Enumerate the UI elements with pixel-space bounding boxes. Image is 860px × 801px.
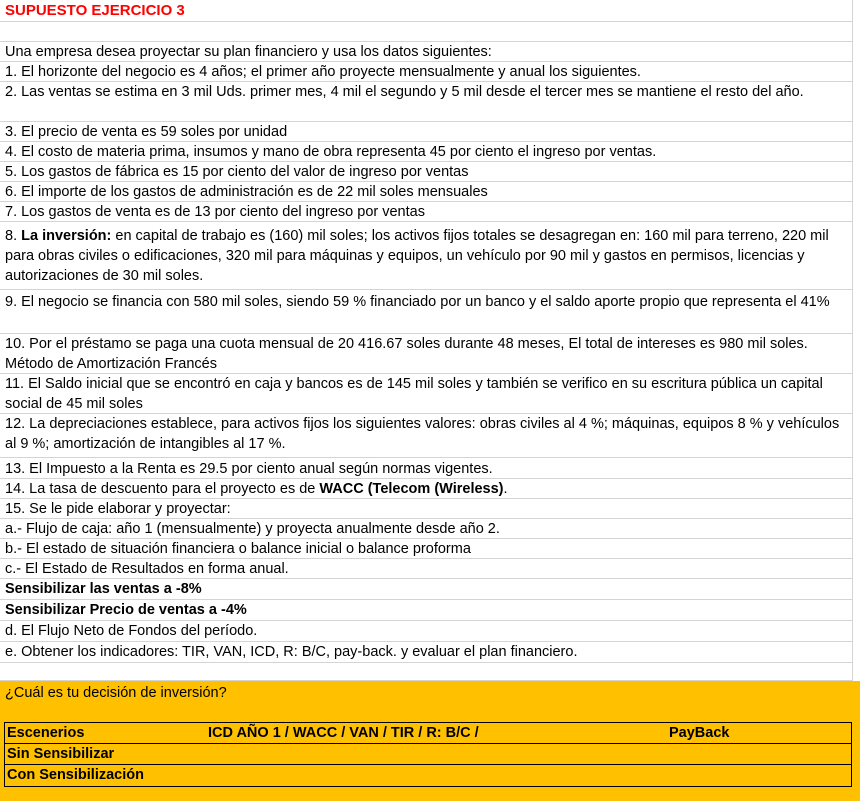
- intro-text: Una empresa desea proyectar su plan financiero y usa los datos siguientes:: [5, 44, 492, 60]
- item-a-text: a.- Flujo de caja: año 1 (mensualmente) y proyecta anualmente desde año 2.: [5, 521, 500, 537]
- cell-item-4[interactable]: [0, 142, 852, 162]
- cell-item-1[interactable]: [0, 62, 852, 82]
- item-10-text: 10. Por el préstamo se paga una cuota mensual de 20 416.67 soles durante 48 meses, El total de intereses es 980 mil soles. Método de Amortización Francés: [5, 336, 808, 372]
- item-11-text: 11. El Saldo inicial que se encontró en caja y bancos es de 145 mil soles y también se verifico en su escritura pública un capital social de 45 mil soles: [5, 376, 823, 412]
- row-sin-sensibilizar: Sin Sensibilizar: [7, 746, 115, 762]
- table-row[interactable]: [5, 744, 851, 765]
- cell-sensitivity-price[interactable]: [0, 600, 852, 621]
- item-1-text: 1. El horizonte del negocio es 4 años; el primer año proyecte mensualmente y anual los siguientes.: [5, 64, 641, 80]
- item-8-text: en capital de trabajo es (160) mil soles; los activos fijos totales se desagregan en: 160 mil para terreno, 220 mil para obras civiles o edificaciones, 320 mil para máquinas y equipos, un vehículo por 90 mil y gastos en permisos, licencias y autorizaciones de 30 mil soles.: [5, 228, 829, 284]
- cell-item-9[interactable]: [0, 292, 852, 334]
- header-payback[interactable]: PayBack: [669, 725, 730, 741]
- cell-item-10[interactable]: [0, 334, 852, 374]
- item-3-text: 3. El precio de venta es 59 soles por unidad: [5, 124, 288, 140]
- table-row[interactable]: [5, 765, 851, 786]
- item-e-text: e. Obtener los indicadores: TIR, VAN, ICD, R: B/C, pay-back. y evaluar el plan financiero.: [5, 644, 578, 660]
- cell-item-11[interactable]: [0, 374, 852, 414]
- cell-sensitivity-sales[interactable]: [0, 579, 852, 600]
- item-7-text: 7. Los gastos de venta es de 13 por ciento del ingreso por ventas: [5, 204, 425, 220]
- header-indicators[interactable]: ICD AÑO 1 / WACC / VAN / TIR / R: B/C /: [208, 725, 479, 741]
- header-scenarios[interactable]: Escenerios: [7, 725, 85, 741]
- cell-item-8[interactable]: [0, 226, 852, 290]
- cell-item-5[interactable]: [0, 162, 852, 182]
- decision-question[interactable]: ¿Cuál es tu decisión de inversión?: [5, 685, 227, 701]
- item-d-text: d. El Flujo Neto de Fondos del período.: [5, 623, 258, 639]
- item-4-text: 4. El costo de materia prima, insumos y mano de obra representa 45 por ciento el ingreso por ventas.: [5, 144, 657, 160]
- item-12-text: 12. La depreciaciones establece, para activos fijos los siguientes valores: obras civiles al 4 %; máquinas, equipos 8 % y vehículos al 9 %; amortización de intangibles al 17 %.: [5, 416, 840, 452]
- cell-title[interactable]: [0, 0, 852, 22]
- cell-empty[interactable]: [0, 663, 852, 681]
- sensitivity-sales-text: Sensibilizar las ventas a -8%: [5, 581, 202, 597]
- item-14-suffix: .: [503, 481, 508, 497]
- cell-item-6[interactable]: [0, 182, 852, 202]
- item-5-text: 5. Los gastos de fábrica es 15 por ciento del valor de ingreso por ventas: [5, 164, 469, 180]
- cell-intro[interactable]: [0, 42, 852, 62]
- item-14-prefix: 14. La tasa de descuento para el proyecto es de: [5, 481, 320, 497]
- item-8-bold: La inversión:: [21, 228, 112, 244]
- cell-item-d[interactable]: [0, 621, 852, 642]
- item-15-text: 15. Se le pide elaborar y proyectar:: [5, 501, 231, 517]
- decision-table: [4, 722, 852, 787]
- row-con-sensibilizacion: Con Sensibilización: [7, 767, 144, 783]
- cell-item-14[interactable]: [0, 479, 852, 499]
- item-6-text: 6. El importe de los gastos de administración es de 22 mil soles mensuales: [5, 184, 488, 200]
- decision-table-header: [5, 723, 851, 744]
- item-b-text: b.- El estado de situación financiera o balance inicial o balance proforma: [5, 541, 471, 557]
- column-gridline: [852, 0, 853, 681]
- item-2-text: 2. Las ventas se estima en 3 mil Uds. primer mes, 4 mil el segundo y 5 mil desde el tercer mes se mantiene el resto del año.: [5, 84, 804, 100]
- cell-empty[interactable]: [0, 22, 852, 42]
- cell-item-a[interactable]: [0, 519, 852, 539]
- cell-item-e[interactable]: [0, 642, 852, 663]
- cell-item-b[interactable]: [0, 539, 852, 559]
- cell-item-3[interactable]: [0, 122, 852, 142]
- sensitivity-price-text: Sensibilizar Precio de ventas a -4%: [5, 602, 247, 618]
- cell-item-c[interactable]: [0, 559, 852, 579]
- item-c-text: c.- El Estado de Resultados en forma anual.: [5, 561, 289, 577]
- item-14-bold: WACC (Telecom (Wireless): [319, 481, 504, 497]
- sheet-title: SUPUESTO EJERCICIO 3: [5, 2, 185, 19]
- item-8-prefix: 8.: [5, 228, 22, 244]
- cell-item-2[interactable]: [0, 82, 852, 122]
- cell-item-7[interactable]: [0, 202, 852, 222]
- item-13-text: 13. El Impuesto a la Renta es 29.5 por ciento anual según normas vigentes.: [5, 461, 493, 477]
- cell-item-13[interactable]: [0, 459, 852, 479]
- item-9-text: 9. El negocio se financia con 580 mil soles, siendo 59 % financiado por un banco y el saldo aporte propio que representa el 41%: [5, 294, 830, 310]
- cell-item-15[interactable]: [0, 499, 852, 519]
- cell-item-12[interactable]: [0, 414, 852, 458]
